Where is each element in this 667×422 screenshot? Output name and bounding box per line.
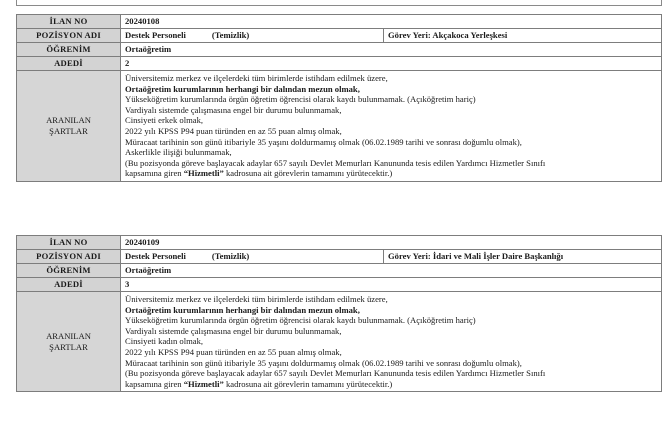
pozisyon-value xyxy=(121,250,384,264)
ilan-no-value: 20240109 xyxy=(121,236,662,250)
ilan-no-row xyxy=(17,15,662,29)
sartlar-list xyxy=(121,292,662,392)
job-posting-table xyxy=(16,14,662,182)
ilan-no-label: İLAN NO xyxy=(17,15,121,29)
sart-item: Ortaöğretim kurumlarının herhangi bir dalından mezun olmak, xyxy=(125,83,360,94)
pozisyon-category: (Temizlik) xyxy=(211,30,250,41)
sart-item: Vardiyalı sistemde çalışmasına engel bir durumu bulunmamak, xyxy=(125,104,342,115)
sart-item: Cinsiyeti erkek olmak, xyxy=(125,115,204,126)
pozisyon-value xyxy=(121,29,384,43)
aranilan-label-line1: ARANILAN xyxy=(46,115,91,126)
pozisyon-name: Destek Personeli xyxy=(125,251,186,262)
pozisyon-name: Destek Personeli xyxy=(125,30,186,41)
pozisyon-label: POZİSYON ADI xyxy=(17,250,121,264)
sart-text: kadrosuna ait görevlerin tamamını yürütecektir.) xyxy=(225,378,393,389)
ilan-no-value: 20240108 xyxy=(121,15,662,29)
aranilan-label-line2: ŞARTLAR xyxy=(49,125,88,136)
hizmetli-emphasis: “Hizmetli” xyxy=(183,378,224,389)
ilan-no-label: İLAN NO xyxy=(17,236,121,250)
sart-item: Müracaat tarihinin son günü itibariyle 35 yaşını doldurmamış olmak (06.02.1989 tarihi ve sonrası doğumlu olmak), xyxy=(125,357,522,368)
pozisyon-row xyxy=(17,250,662,264)
pozisyon-label: POZİSYON ADI xyxy=(17,29,121,43)
sart-text: kadrosuna ait görevlerin tamamını yürütecektir.) xyxy=(225,168,393,179)
adedi-value: 2 xyxy=(121,57,662,71)
aranilan-sartlar-label xyxy=(17,71,121,182)
sart-item: Vardiyalı sistemde çalışmasına engel bir durumu bulunmamak, xyxy=(125,325,342,336)
adedi-row xyxy=(17,57,662,71)
hizmetli-emphasis: “Hizmetli” xyxy=(183,168,224,179)
sart-item: Yükseköğretim kurumlarında örgün öğretim öğrencisi olarak kaydı bulunmamak. (Açıköğretim hariç) xyxy=(125,94,476,105)
sartlar-list xyxy=(121,71,662,182)
sart-item: Askerlikle ilişiği bulunmamak, xyxy=(125,147,232,158)
sart-item: Üniversitemiz merkez ve ilçelerdeki tüm birimlerde istihdam edilmek üzere, xyxy=(125,294,388,304)
sart-item: 2022 yılı KPSS P94 puan türünden en az 55 puan almış olmak, xyxy=(125,125,342,136)
adedi-label: ADEDİ xyxy=(17,57,121,71)
sartlar-row xyxy=(17,71,662,182)
ogrenim-value: Ortaöğretim xyxy=(121,264,662,278)
aranilan-sartlar-label xyxy=(17,292,121,392)
gorev-yeri-value: Görev Yeri: İdari ve Mali İşler Daire Başkanlığı xyxy=(384,250,662,264)
sart-text: kapsamına giren xyxy=(125,168,182,179)
aranilan-label-line2: ŞARTLAR xyxy=(49,341,88,352)
gorev-yeri-value: Görev Yeri: Akçakoca Yerleşkesi xyxy=(384,29,662,43)
ilan-no-row xyxy=(17,236,662,250)
sart-item xyxy=(125,379,657,390)
ogrenim-label: ÖĞRENİM xyxy=(17,43,121,57)
adedi-value: 3 xyxy=(121,278,662,292)
sart-item: Üniversitemiz merkez ve ilçelerdeki tüm birimlerde istihdam edilmek üzere, xyxy=(125,73,388,83)
ogrenim-row xyxy=(17,43,662,57)
previous-table-edge xyxy=(16,0,662,6)
job-posting-table xyxy=(16,235,662,392)
adedi-row xyxy=(17,278,662,292)
sartlar-row xyxy=(17,292,662,392)
sart-text: kapsamına giren xyxy=(125,378,182,389)
sart-item: 2022 yılı KPSS P94 puan türünden en az 55 puan almış olmak, xyxy=(125,346,342,357)
sart-item: (Bu pozisyonda göreve başlayacak adaylar 657 sayılı Devlet Memurları Kanununda tesis edilen Yardımcı Hizmetler Sınıfı xyxy=(125,157,546,168)
sart-item xyxy=(125,168,657,179)
ogrenim-label: ÖĞRENİM xyxy=(17,264,121,278)
sart-item: Ortaöğretim kurumlarının herhangi bir dalından mezun olmak, xyxy=(125,304,360,315)
sart-item: Yükseköğretim kurumlarında örgün öğretim öğrencisi olarak kaydı bulunmamak. (Açıköğretim hariç) xyxy=(125,315,476,326)
pozisyon-row xyxy=(17,29,662,43)
sart-item: Müracaat tarihinin son günü itibariyle 35 yaşını doldurmamış olmak (06.02.1989 tarihi ve sonrası doğumlu olmak), xyxy=(125,136,522,147)
adedi-label: ADEDİ xyxy=(17,278,121,292)
ogrenim-row xyxy=(17,264,662,278)
aranilan-label-line1: ARANILAN xyxy=(46,331,91,342)
sart-item: (Bu pozisyonda göreve başlayacak adaylar 657 sayılı Devlet Memurları Kanununda tesis edilen Yardımcı Hizmetler Sınıfı xyxy=(125,368,546,379)
ogrenim-value: Ortaöğretim xyxy=(121,43,662,57)
pozisyon-category: (Temizlik) xyxy=(211,251,250,262)
sart-item: Cinsiyeti kadın olmak, xyxy=(125,336,204,347)
